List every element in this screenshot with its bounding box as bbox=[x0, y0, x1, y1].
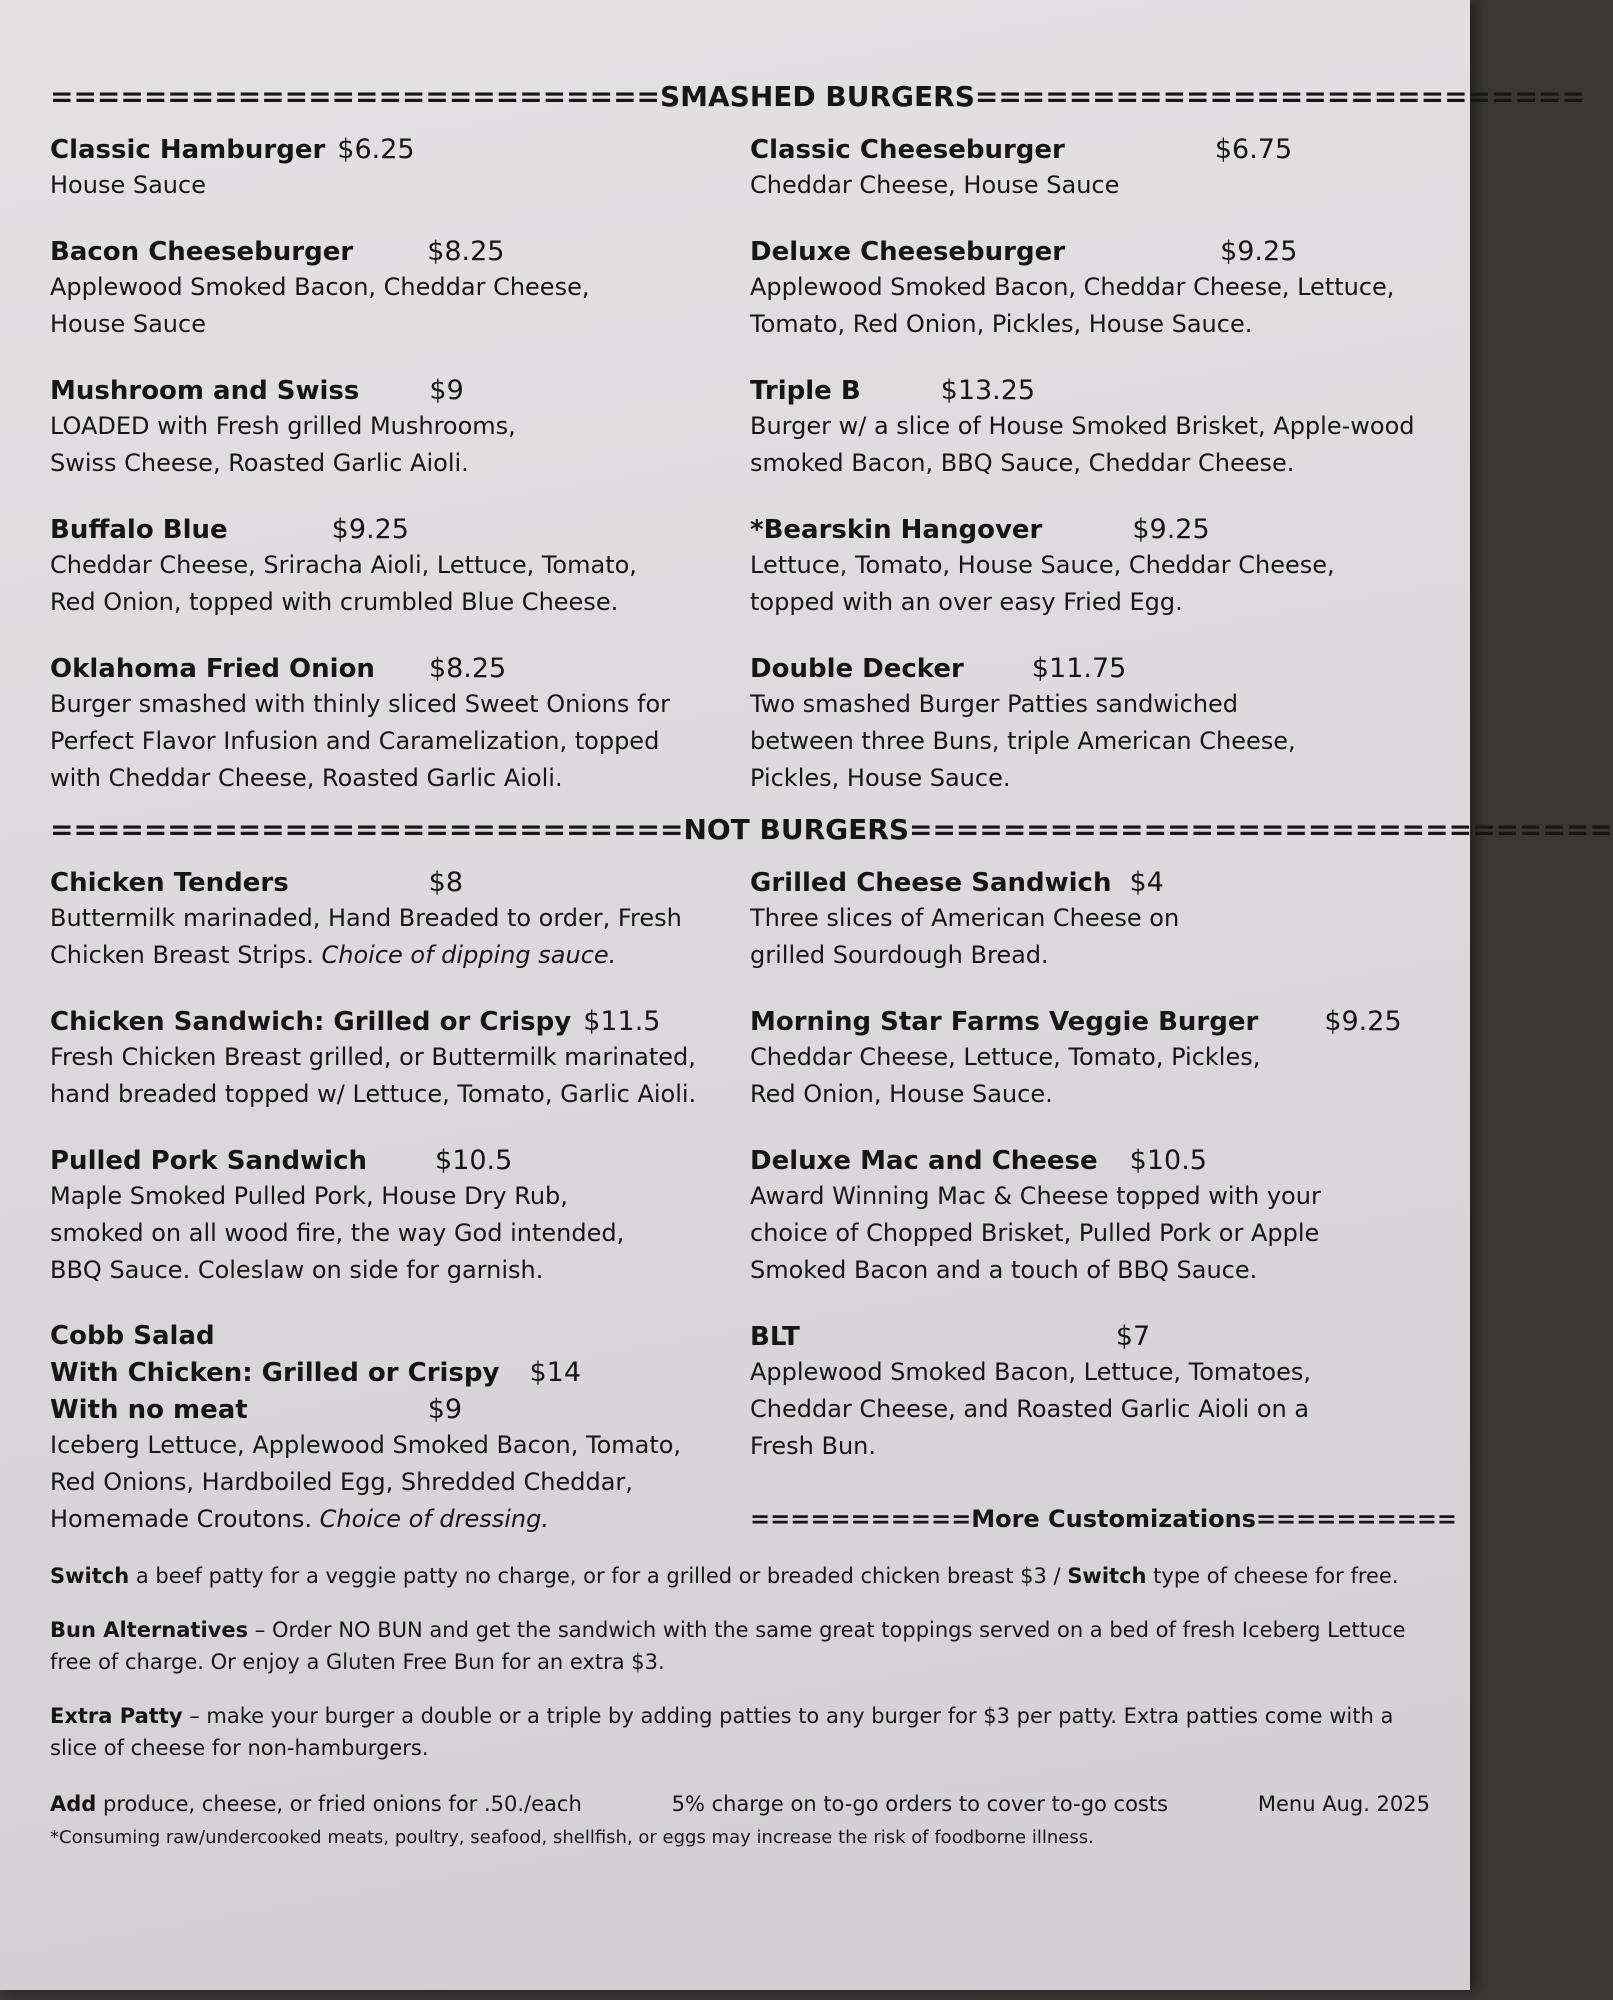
item-name: BLT bbox=[750, 1322, 800, 1352]
menu-item bbox=[750, 514, 1430, 621]
item-price: $9.25 bbox=[1324, 1006, 1402, 1037]
item-price: $13.25 bbox=[940, 375, 1036, 406]
burgers-columns bbox=[50, 114, 1430, 797]
item-price: $10.5 bbox=[435, 1145, 513, 1176]
item-description: Applewood Smoked Bacon, Lettuce, Tomatoes, Cheddar Cheese, and Roasted Garlic Aioli on a Fresh Bun. bbox=[750, 1358, 1311, 1460]
menu-item bbox=[50, 1006, 730, 1113]
item-description: Applewood Smoked Bacon, Cheddar Cheese, House Sauce bbox=[50, 273, 590, 338]
note-extra-patty: Extra Patty – make your burger a double or a triple by adding patties to any burger for $3 per patty. Extra patties come with a slice of cheese for non-hamburgers. bbox=[50, 1704, 1394, 1760]
item-price: $11.5 bbox=[583, 1006, 661, 1037]
menu-item-cobb-salad bbox=[50, 1321, 730, 1538]
footer-add: Add produce, cheese, or fried onions for .50./each bbox=[50, 1792, 582, 1816]
item-description: Fresh Chicken Breast grilled, or Buttermilk marinated, hand breaded topped w/ Lettuce, Tomato, Garlic Aioli. bbox=[50, 1043, 697, 1108]
item-name: Pulled Pork Sandwich bbox=[50, 1146, 368, 1176]
item-name: Buffalo Blue bbox=[50, 515, 228, 545]
menu-item bbox=[750, 1145, 1430, 1289]
item-name: Double Decker bbox=[750, 654, 964, 684]
item-option: With no meat bbox=[50, 1395, 248, 1425]
item-price: $10.5 bbox=[1129, 1145, 1207, 1176]
item-description: LOADED with Fresh grilled Mushrooms, Swiss Cheese, Roasted Garlic Aioli. bbox=[50, 412, 516, 477]
menu-item bbox=[750, 867, 1430, 974]
item-description: Buttermilk marinaded, Hand Breaded to order, Fresh Chicken Breast Strips. Choice of dipping sauce. bbox=[50, 904, 682, 969]
item-description: Maple Smoked Pulled Pork, House Dry Rub, smoked on all wood fire, the way God intended, BBQ Sauce. Coleslaw on side for garnish. bbox=[50, 1182, 625, 1284]
item-name: Oklahoma Fried Onion bbox=[50, 654, 375, 684]
item-name: Classic Hamburger bbox=[50, 135, 326, 165]
not-burgers-right-column bbox=[750, 847, 1458, 1538]
menu-item bbox=[750, 236, 1430, 343]
menu-item bbox=[750, 1321, 1430, 1465]
item-name: Chicken Sandwich: Grilled or Crispy bbox=[50, 1007, 572, 1037]
item-price: $8.25 bbox=[428, 653, 507, 684]
not-burgers-left-column bbox=[50, 847, 730, 1538]
smashed-burgers-heading: ==========================SMASHED BURGERS========================== bbox=[50, 80, 1585, 113]
menu-item bbox=[750, 134, 1430, 204]
item-price: $7 bbox=[1115, 1321, 1151, 1352]
item-price: $8.25 bbox=[427, 236, 505, 267]
note-bun-alternatives: Bun Alternatives – Order NO BUN and get the sandwich with the same great toppings served on a bed of fresh Iceberg Lettuce free of charge. Or enjoy a Gluten Free Bun for an extra $3. bbox=[50, 1618, 1406, 1674]
menu-item bbox=[50, 236, 730, 343]
item-price: $14 bbox=[529, 1357, 582, 1388]
item-name: Cobb Salad bbox=[50, 1321, 215, 1351]
menu-item bbox=[50, 1145, 730, 1289]
footer-togo: 5% charge on to-go orders to cover to-go costs bbox=[671, 1792, 1169, 1816]
item-price: $9 bbox=[429, 375, 464, 406]
footer-menu-date: Menu Aug. 2025 bbox=[1257, 1792, 1430, 1816]
item-name: Mushroom and Swiss bbox=[50, 376, 360, 406]
burgers-right-column bbox=[750, 114, 1430, 797]
item-description: Burger w/ a slice of House Smoked Brisket, Apple-wood smoked Bacon, BBQ Sauce, Cheddar Cheese. bbox=[750, 412, 1415, 477]
burgers-left-column bbox=[50, 114, 730, 797]
item-description: Cheddar Cheese, Sriracha Aioli, Lettuce, Tomato, Red Onion, topped with crumbled Blue Cheese. bbox=[50, 551, 637, 616]
item-description: Cheddar Cheese, Lettuce, Tomato, Pickles, Red Onion, House Sauce. bbox=[750, 1043, 1261, 1108]
not-burgers-heading: ===========================NOT BURGERS============================== bbox=[50, 813, 1613, 846]
customizations-notes bbox=[50, 1560, 1430, 1854]
menu-item bbox=[50, 375, 730, 482]
menu-content bbox=[50, 80, 1613, 1854]
item-description: Cheddar Cheese, House Sauce bbox=[750, 171, 1120, 199]
item-price: $9.25 bbox=[1220, 236, 1298, 267]
menu-item bbox=[750, 375, 1430, 482]
item-price: $6.75 bbox=[1214, 134, 1293, 165]
item-name: Classic Cheeseburger bbox=[750, 135, 1065, 165]
footer-disclaimer: *Consuming raw/undercooked meats, poultry, seafood, shellfish, or eggs may increase the risk of foodborne illness. bbox=[50, 1827, 1094, 1848]
item-price: $4 bbox=[1129, 867, 1164, 898]
note-switch: Switch a beef patty for a veggie patty no charge, or for a grilled or breaded chicken breast $3 / Switch type of cheese for free. bbox=[50, 1564, 1399, 1588]
item-name: Chicken Tenders bbox=[50, 868, 289, 898]
item-price: $9.25 bbox=[331, 514, 409, 545]
item-description: Award Winning Mac & Cheese topped with your choice of Chopped Brisket, Pulled Pork or Apple Smoked Bacon and a touch of BBQ Sauce. bbox=[750, 1182, 1321, 1284]
item-description: Applewood Smoked Bacon, Cheddar Cheese, Lettuce, Tomato, Red Onion, Pickles, House Sauce. bbox=[750, 273, 1395, 338]
item-price: $6.25 bbox=[337, 134, 415, 165]
menu-item bbox=[750, 653, 1430, 797]
menu-item bbox=[50, 514, 730, 621]
footer-row bbox=[50, 1788, 1430, 1820]
not-burgers-columns bbox=[50, 847, 1458, 1538]
item-name: Morning Star Farms Veggie Burger bbox=[750, 1007, 1259, 1037]
menu-item bbox=[50, 653, 730, 797]
item-description: Iceberg Lettuce, Applewood Smoked Bacon, Tomato, Red Onions, Hardboiled Egg, Shredded Cheddar, Homemade Croutons. Choice of dressing. bbox=[50, 1431, 682, 1533]
menu-item bbox=[50, 867, 730, 974]
item-description: Lettuce, Tomato, House Sauce, Cheddar Cheese, topped with an over easy Fried Egg. bbox=[750, 551, 1335, 616]
item-name: Deluxe Cheeseburger bbox=[750, 237, 1066, 267]
item-name: Bacon Cheeseburger bbox=[50, 237, 354, 267]
item-name: Deluxe Mac and Cheese bbox=[750, 1146, 1098, 1176]
item-price: $9.25 bbox=[1132, 514, 1210, 545]
menu-item bbox=[750, 1006, 1430, 1113]
item-description: House Sauce bbox=[50, 171, 206, 199]
item-price: $9 bbox=[427, 1394, 463, 1425]
item-price: $11.75 bbox=[1031, 653, 1127, 684]
menu-item bbox=[50, 134, 730, 204]
item-option: With Chicken: Grilled or Crispy bbox=[50, 1358, 500, 1388]
item-description: Three slices of American Cheese on grilled Sourdough Bread. bbox=[750, 904, 1180, 969]
item-description: Burger smashed with thinly sliced Sweet Onions for Perfect Flavor Infusion and Caramelization, topped with Cheddar Cheese, Roasted Garlic Aioli. bbox=[50, 690, 670, 792]
more-customizations-heading: ===========More Customizations========== bbox=[750, 1505, 1458, 1533]
item-name: Triple B bbox=[750, 376, 861, 406]
item-description: Two smashed Burger Patties sandwiched between three Buns, triple American Cheese, Pickles, House Sauce. bbox=[750, 690, 1296, 792]
item-name: Grilled Cheese Sandwich bbox=[750, 868, 1112, 898]
item-name: *Bearskin Hangover bbox=[750, 515, 1043, 545]
item-price: $8 bbox=[428, 867, 464, 898]
